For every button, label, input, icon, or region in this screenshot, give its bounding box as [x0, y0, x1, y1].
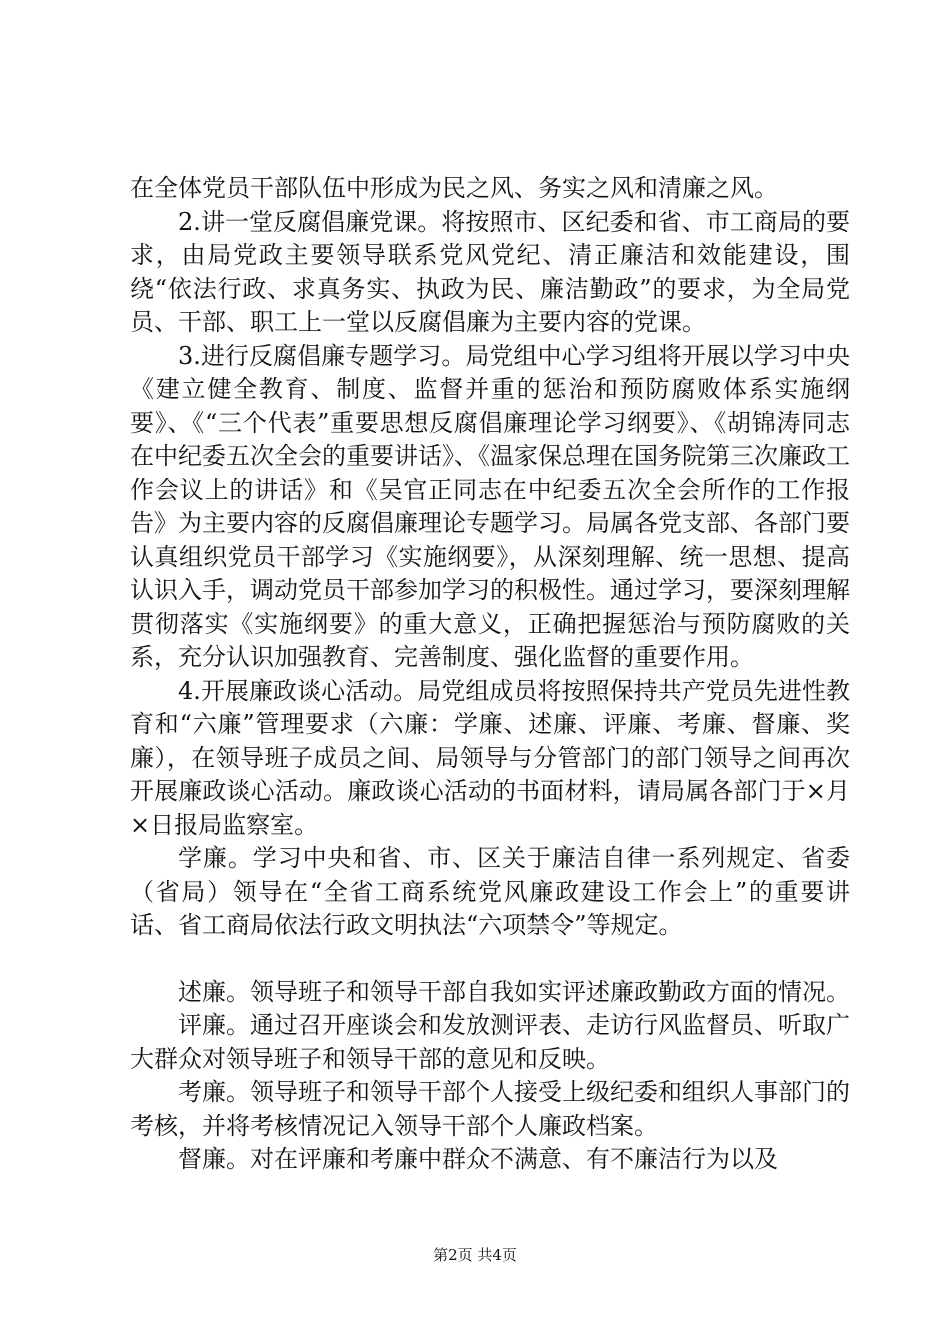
page-number-footer: 第2页 共4页 — [433, 1246, 517, 1264]
paragraph-kao-lian: 考廉。领导班子和领导干部个人接受上级纪委和组织人事部门的考核，并将考核情况记入领导干部个人廉政档案。 — [130, 1078, 850, 1140]
paragraph-ping-lian: 评廉。通过召开座谈会和发放测评表、走访行风监督员、听取广大群众对领导班子和领导干部的意见和反映。 — [130, 1011, 850, 1073]
paragraph-heart-talk: 4.开展廉政谈心活动。局党组成员将按照保持共产党员先进性教育和“六廉”管理要求（六廉：学廉、述廉、评廉、考廉、督廉、奖廉），在领导班子成员之间、局领导与分管部门的部门领导之间再次开展廉政谈心活动。廉政谈心活动的书面材料，请局属各部门于×月×日报局监察室。 — [130, 676, 850, 839]
paragraph-shu-lian: 述廉。领导班子和领导干部自我如实评述廉政勤政方面的情况。 — [178, 977, 850, 1006]
paragraph-continuation: 在全体党员干部队伍中形成为民之风、务实之风和清廉之风。 — [130, 174, 778, 202]
paragraph-party-lecture: 2.讲一堂反腐倡廉党课。将按照市、区纪委和省、市工商局的要求，由局党政主要领导联系党风党纪、清正廉洁和效能建设，围绕“依法行政、求真务实、执政为民、廉洁勤政”的要求，为全局党员、干部、职工上一堂以反腐倡廉为主要内容的党课。 — [130, 207, 850, 336]
paragraph-xue-lian: 学廉。学习中央和省、市、区关于廉洁自律一系列规定、省委（省局）领导在“全省工商系统党风廉政建设工作会上”的重要讲话、省工商局依法行政文明执法“六项禁令”等规定。 — [130, 844, 850, 939]
paragraph-du-lian: 督廉。对在评廉和考廉中群众不满意、有不廉洁行为以及 — [178, 1145, 778, 1173]
paragraph-special-study: 3.进行反腐倡廉专题学习。局党组中心学习组将开展以学习中央《建立健全教育、制度、监督并重的惩治和预防腐败体系实施纲要》、《“三个代表”重要思想反腐倡廉理论学习纲要》、《胡锦涛同志在中纪委五次全会的重要讲话》、《温家保总理在国务院第三次廉政工作会议上的讲话》和《吴官正同志在中纪委五次全会所作的工作报告》为主要内容的反腐倡廉理论专题学习。局属各党支部、各部门要认真组织党员干部学习《实施纲要》，从深刻理解、统一思想、提高认识入手，调动党员干部参加学习的积极性。通过学习，要深刻理解贯彻落实《实施纲要》的重大意义，正确把握惩治与预防腐败的关系，充分认识加强教育、完善制度、强化监督的重要作用。 — [130, 341, 850, 671]
document-body — [130, 172, 850, 1177]
